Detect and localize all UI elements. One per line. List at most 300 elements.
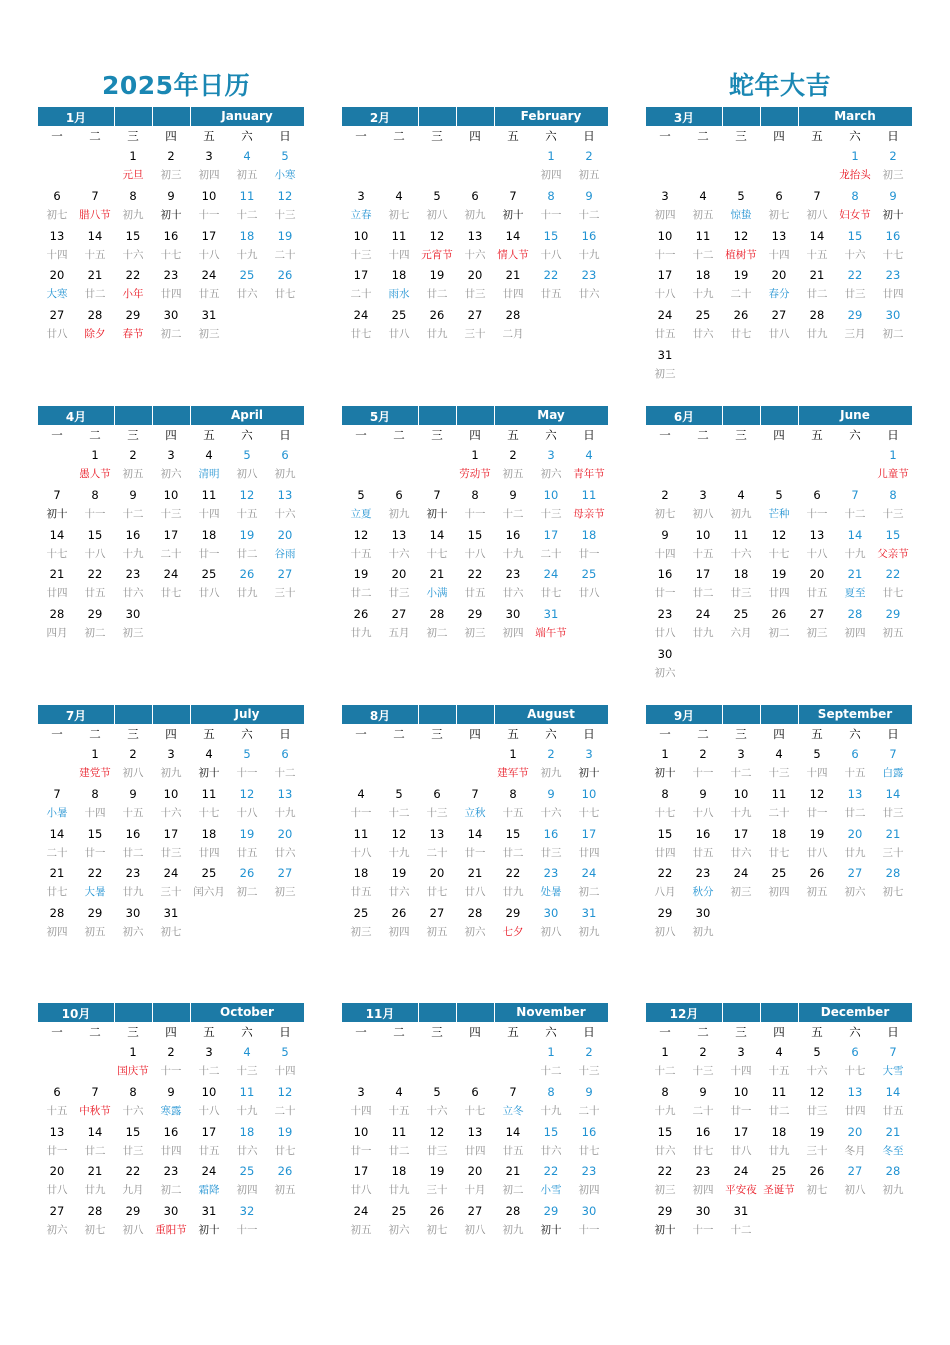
day-number: 20 — [467, 268, 483, 283]
day-number: 18 — [581, 527, 597, 542]
day-cell — [190, 485, 228, 525]
day-cell — [494, 1161, 532, 1201]
weekday-label: 三 — [735, 1025, 747, 1039]
header-divider — [494, 406, 495, 425]
lunar-label: 十一 — [578, 1224, 600, 1236]
lunar-label: 十六 — [464, 248, 486, 261]
day-cell — [152, 226, 190, 266]
header-divider — [190, 406, 191, 425]
lunar-label: 初七 — [882, 886, 904, 899]
day-cell — [532, 903, 570, 943]
day-cell — [114, 445, 152, 485]
day-number: 14 — [467, 826, 483, 841]
weekday-label: 二 — [393, 727, 405, 741]
month-name-cn: 8月 — [369, 709, 391, 723]
month-header — [646, 406, 912, 425]
month-header — [342, 406, 608, 425]
month-7 — [38, 705, 304, 943]
day-number: 19 — [277, 1124, 293, 1139]
day-cell — [190, 1082, 228, 1122]
day-cell — [760, 1082, 798, 1122]
lunar-label: 廿一 — [654, 587, 676, 600]
weekday-label: 六 — [545, 1025, 557, 1039]
day-cell — [570, 744, 608, 784]
day-number: 3 — [357, 1084, 365, 1099]
lunar-label: 十一 — [654, 248, 676, 261]
day-number: 30 — [657, 646, 673, 661]
weekday-label: 一 — [659, 129, 671, 143]
weekday-label: 四 — [773, 129, 785, 143]
day-number: 23 — [657, 607, 673, 621]
weekday-label: 日 — [887, 428, 899, 442]
day-cell — [76, 903, 114, 943]
day-number: 16 — [695, 826, 711, 841]
day-number: 15 — [125, 1124, 141, 1139]
lunar-label: 初四 — [654, 208, 676, 221]
header-divider — [760, 406, 761, 425]
day-cell — [798, 784, 836, 824]
month-header — [342, 107, 608, 126]
weekday-label: 二 — [393, 1025, 405, 1039]
lunar-label: 廿二 — [806, 288, 828, 301]
day-number: 9 — [509, 487, 517, 502]
lunar-label: 平安夜 — [725, 1184, 757, 1197]
lunar-label: 初三 — [198, 328, 220, 340]
lunar-label: 廿四 — [768, 587, 790, 600]
weekday-label: 二 — [89, 428, 101, 442]
lunar-label: 十九 — [236, 248, 258, 261]
weekday-label: 五 — [811, 428, 823, 442]
lunar-label: 初四 — [844, 627, 866, 639]
weekday-label: 四 — [165, 129, 177, 143]
header-divider — [722, 406, 723, 425]
lunar-label: 十二 — [540, 1065, 562, 1077]
day-number: 2 — [167, 1045, 175, 1059]
day-cell — [190, 1161, 228, 1201]
day-cell — [228, 1082, 266, 1122]
day-cell — [532, 1082, 570, 1122]
day-cell — [456, 784, 494, 824]
day-number: 12 — [239, 487, 255, 502]
lunar-label: 廿八 — [388, 328, 410, 340]
lunar-label: 初三 — [464, 627, 486, 639]
lunar-label: 元旦 — [122, 169, 144, 181]
day-number: 11 — [391, 1124, 407, 1139]
lunar-label: 十五 — [388, 1104, 410, 1117]
day-cell — [874, 744, 912, 784]
header-divider — [494, 705, 495, 724]
day-number: 19 — [429, 1164, 445, 1179]
day-cell — [532, 784, 570, 824]
lunar-label: 初十 — [46, 507, 68, 520]
day-number: 5 — [281, 1045, 289, 1059]
day-number: 22 — [885, 567, 901, 582]
day-cell — [228, 744, 266, 784]
day-number: 28 — [87, 308, 103, 322]
day-number: 4 — [205, 747, 213, 761]
day-cell — [418, 485, 456, 525]
day-number: 10 — [657, 228, 673, 243]
day-cell — [342, 824, 380, 864]
day-cell — [646, 903, 684, 943]
lunar-label: 廿二 — [388, 1144, 410, 1157]
day-number: 2 — [129, 448, 137, 462]
lunar-label: 廿五 — [502, 1144, 524, 1157]
day-number: 9 — [167, 188, 175, 203]
day-number: 24 — [163, 866, 179, 881]
lunar-label: 廿七 — [350, 328, 372, 340]
weekday-label: 四 — [165, 428, 177, 442]
day-number: 1 — [509, 747, 517, 761]
day-number: 9 — [889, 188, 897, 203]
weekday-label: 二 — [393, 129, 405, 143]
empty-cell — [684, 445, 722, 485]
month-name-cn: 3月 — [673, 111, 695, 125]
day-number: 27 — [391, 607, 407, 621]
day-cell — [760, 226, 798, 266]
day-cell — [114, 824, 152, 864]
day-cell — [494, 564, 532, 604]
day-number: 2 — [167, 149, 175, 163]
day-number: 31 — [657, 347, 673, 362]
day-cell — [76, 604, 114, 644]
calendar-title: 2025年日历 — [102, 71, 251, 100]
lunar-label: 十九 — [502, 547, 524, 560]
lunar-label: 初二 — [84, 627, 106, 639]
day-number: 3 — [585, 747, 593, 761]
day-cell — [228, 485, 266, 525]
lunar-label: 初十 — [654, 1224, 676, 1236]
lunar-label: 廿八 — [730, 1144, 752, 1157]
day-cell — [456, 1161, 494, 1201]
lunar-label: 廿六 — [388, 886, 410, 899]
day-cell — [152, 445, 190, 485]
day-number: 17 — [163, 527, 179, 542]
day-number: 24 — [581, 866, 597, 881]
lunar-label: 十四 — [84, 806, 106, 819]
day-cell — [342, 1122, 380, 1162]
lunar-label: 廿五 — [464, 587, 486, 600]
weekday-label: 日 — [279, 129, 291, 143]
day-cell — [38, 186, 76, 226]
day-number: 5 — [433, 1084, 441, 1099]
lunar-label: 十九 — [274, 806, 296, 819]
lunar-label: 十五 — [122, 806, 144, 819]
day-number: 24 — [353, 308, 369, 322]
lunar-label: 中秋节 — [79, 1104, 111, 1117]
lunar-label: 初六 — [122, 926, 144, 938]
lunar-label: 十五 — [502, 806, 524, 819]
weekday-label: 三 — [735, 428, 747, 442]
lunar-label: 十三 — [882, 507, 904, 520]
lunar-label: 十二 — [578, 208, 600, 221]
empty-cell — [76, 146, 114, 186]
day-cell — [684, 564, 722, 604]
month-name-cn: 4月 — [65, 410, 87, 424]
day-cell — [684, 863, 722, 903]
day-number: 25 — [695, 308, 711, 322]
day-cell — [266, 784, 304, 824]
lunar-label: 十月 — [464, 1184, 486, 1197]
day-cell — [532, 863, 570, 903]
weekday-label: 二 — [697, 1025, 709, 1039]
month-header — [342, 705, 608, 724]
lunar-label: 十八 — [806, 547, 828, 560]
weekday-label: 五 — [203, 129, 215, 143]
day-number: 27 — [847, 1164, 863, 1179]
day-cell — [494, 1122, 532, 1162]
day-cell — [76, 1161, 114, 1201]
day-number: 25 — [201, 866, 217, 881]
day-number: 9 — [699, 1084, 707, 1099]
empty-cell — [38, 744, 76, 784]
day-number: 30 — [695, 906, 711, 920]
day-number: 15 — [885, 527, 901, 542]
lunar-label: 初六 — [46, 1224, 68, 1236]
day-cell — [380, 265, 418, 305]
lunar-label: 初九 — [540, 767, 562, 779]
month-name-en: April — [230, 408, 264, 422]
day-number: 28 — [505, 308, 521, 322]
lunar-label: 廿七 — [540, 587, 562, 600]
lunar-label: 春节 — [122, 328, 144, 340]
lunar-label: 十九 — [730, 806, 752, 819]
day-cell — [494, 1201, 532, 1241]
lunar-label: 廿九 — [806, 328, 828, 340]
day-number: 22 — [87, 866, 103, 881]
lunar-label: 惊蛰 — [730, 208, 752, 221]
lunar-label: 母亲节 — [573, 507, 605, 520]
day-cell — [836, 525, 874, 565]
lunar-label: 初二 — [426, 627, 448, 639]
lunar-label: 初七 — [426, 1224, 448, 1236]
day-number: 28 — [505, 1204, 521, 1218]
day-cell — [456, 525, 494, 565]
day-cell — [76, 186, 114, 226]
lunar-label: 十二 — [388, 806, 410, 819]
day-number: 9 — [699, 786, 707, 801]
lunar-label: 二十 — [578, 1104, 600, 1117]
header-divider — [456, 406, 457, 425]
day-cell — [722, 1161, 760, 1201]
lunar-label: 廿二 — [502, 846, 524, 859]
day-number: 1 — [129, 1045, 137, 1059]
day-cell — [684, 1161, 722, 1201]
lunar-label: 十八 — [198, 1104, 220, 1117]
header-divider — [722, 107, 723, 126]
day-number: 6 — [281, 448, 289, 462]
weekday-label: 日 — [887, 727, 899, 741]
day-number: 28 — [847, 607, 863, 621]
day-number: 16 — [125, 826, 141, 841]
day-number: 19 — [391, 866, 407, 881]
day-number: 15 — [657, 1124, 673, 1139]
day-number: 8 — [91, 786, 99, 801]
day-cell — [570, 784, 608, 824]
day-cell — [760, 305, 798, 345]
day-cell — [228, 226, 266, 266]
lunar-label: 初三 — [730, 886, 752, 899]
lunar-label: 初六 — [844, 886, 866, 899]
lunar-label: 初十 — [578, 767, 600, 779]
lunar-label: 十二 — [274, 767, 296, 779]
day-cell — [684, 525, 722, 565]
lunar-label: 廿七 — [274, 1144, 296, 1157]
empty-cell — [380, 445, 418, 485]
day-number: 14 — [87, 1124, 103, 1139]
lunar-label: 廿三 — [388, 587, 410, 600]
day-cell — [836, 784, 874, 824]
day-number: 26 — [771, 607, 787, 621]
header-divider — [456, 107, 457, 126]
lunar-label: 廿六 — [578, 288, 600, 301]
day-number: 21 — [429, 567, 445, 582]
day-cell — [874, 824, 912, 864]
day-number: 22 — [505, 866, 521, 881]
day-number: 15 — [505, 826, 521, 841]
day-number: 12 — [277, 1084, 293, 1099]
day-cell — [532, 1201, 570, 1241]
lunar-label: 廿七 — [882, 587, 904, 600]
lunar-label: 十一 — [806, 507, 828, 520]
lunar-label: 十七 — [426, 547, 448, 560]
day-number: 29 — [657, 906, 673, 920]
lunar-label: 廿一 — [464, 846, 486, 859]
day-cell — [874, 1042, 912, 1082]
day-number: 10 — [201, 188, 217, 203]
day-number: 30 — [695, 1204, 711, 1218]
month-header — [342, 1003, 608, 1022]
lunar-label: 廿九 — [236, 587, 258, 600]
lunar-label: 初四 — [502, 627, 524, 639]
month-3 — [646, 107, 912, 385]
lunar-label: 十三 — [350, 248, 372, 261]
weekday-label: 五 — [811, 1025, 823, 1039]
day-number: 29 — [885, 607, 901, 621]
header-divider — [114, 406, 115, 425]
day-cell — [874, 146, 912, 186]
day-cell — [836, 744, 874, 784]
lunar-label: 十九 — [540, 1104, 562, 1117]
empty-cell — [494, 1042, 532, 1082]
day-number: 9 — [547, 786, 555, 801]
empty-cell — [646, 445, 684, 485]
month-name-en: March — [834, 109, 876, 123]
day-number: 20 — [847, 826, 863, 841]
lunar-label: 九月 — [122, 1184, 144, 1197]
day-cell — [646, 784, 684, 824]
day-cell — [38, 1122, 76, 1162]
day-cell — [456, 485, 494, 525]
day-cell — [532, 744, 570, 784]
weekday-label: 五 — [507, 129, 519, 143]
day-number: 27 — [467, 308, 483, 322]
lunar-label: 二十 — [46, 846, 68, 859]
weekday-label: 五 — [507, 727, 519, 741]
day-cell — [190, 265, 228, 305]
day-number: 5 — [737, 188, 745, 203]
day-cell — [494, 903, 532, 943]
weekday-label: 日 — [583, 727, 595, 741]
lunar-label: 初九 — [502, 1224, 524, 1236]
day-number: 24 — [201, 1164, 217, 1179]
lunar-label: 立秋 — [464, 806, 486, 819]
day-number: 29 — [125, 1204, 141, 1218]
day-number: 1 — [91, 448, 99, 462]
day-cell — [114, 1161, 152, 1201]
day-number: 26 — [353, 607, 369, 621]
day-cell — [646, 305, 684, 345]
lunar-label: 十六 — [844, 248, 866, 261]
month-8 — [342, 705, 608, 943]
day-cell — [570, 863, 608, 903]
day-cell — [190, 1122, 228, 1162]
day-cell — [76, 1201, 114, 1241]
lunar-label: 初五 — [692, 208, 714, 221]
day-cell — [684, 226, 722, 266]
day-cell — [760, 525, 798, 565]
lunar-label: 初七 — [654, 507, 676, 520]
day-cell — [228, 824, 266, 864]
day-number: 19 — [239, 527, 255, 542]
day-cell — [798, 186, 836, 226]
month-name-cn: 6月 — [673, 410, 695, 424]
day-number: 12 — [391, 826, 407, 841]
day-number: 4 — [395, 188, 403, 203]
day-cell — [760, 1042, 798, 1082]
day-number: 9 — [661, 527, 669, 542]
lunar-label: 三十 — [806, 1144, 828, 1157]
day-number: 6 — [851, 1045, 859, 1059]
lunar-label: 初二 — [236, 886, 258, 899]
month-header — [38, 705, 304, 724]
day-cell — [570, 903, 608, 943]
day-number: 10 — [163, 786, 179, 801]
day-number: 4 — [205, 448, 213, 462]
lunar-label: 廿二 — [768, 1104, 790, 1117]
lunar-label: 十四 — [654, 547, 676, 560]
day-number: 2 — [547, 747, 555, 761]
lunar-label: 廿六 — [692, 328, 714, 340]
lunar-label: 五月 — [388, 627, 410, 639]
weekday-label: 一 — [659, 727, 671, 741]
day-cell — [684, 744, 722, 784]
day-number: 6 — [851, 747, 859, 761]
lunar-label: 雨水 — [388, 288, 410, 301]
lunar-label: 十二 — [844, 507, 866, 520]
day-number: 3 — [737, 1045, 745, 1059]
day-number: 27 — [429, 906, 445, 920]
day-cell — [190, 525, 228, 565]
day-number: 10 — [353, 228, 369, 243]
day-cell — [684, 1042, 722, 1082]
empty-cell — [418, 146, 456, 186]
day-cell — [418, 305, 456, 345]
day-number: 7 — [813, 188, 821, 203]
day-number: 17 — [733, 1124, 749, 1139]
lunar-label: 十三 — [274, 208, 296, 221]
day-number: 16 — [695, 1124, 711, 1139]
day-number: 27 — [49, 1204, 65, 1218]
day-number: 1 — [471, 448, 479, 462]
lunar-label: 十五 — [236, 507, 258, 520]
day-number: 15 — [543, 1124, 559, 1139]
lunar-label: 廿七 — [274, 288, 296, 301]
day-number: 15 — [467, 527, 483, 542]
lunar-label: 十五 — [46, 1104, 68, 1117]
day-cell — [38, 863, 76, 903]
day-number: 5 — [243, 448, 251, 462]
